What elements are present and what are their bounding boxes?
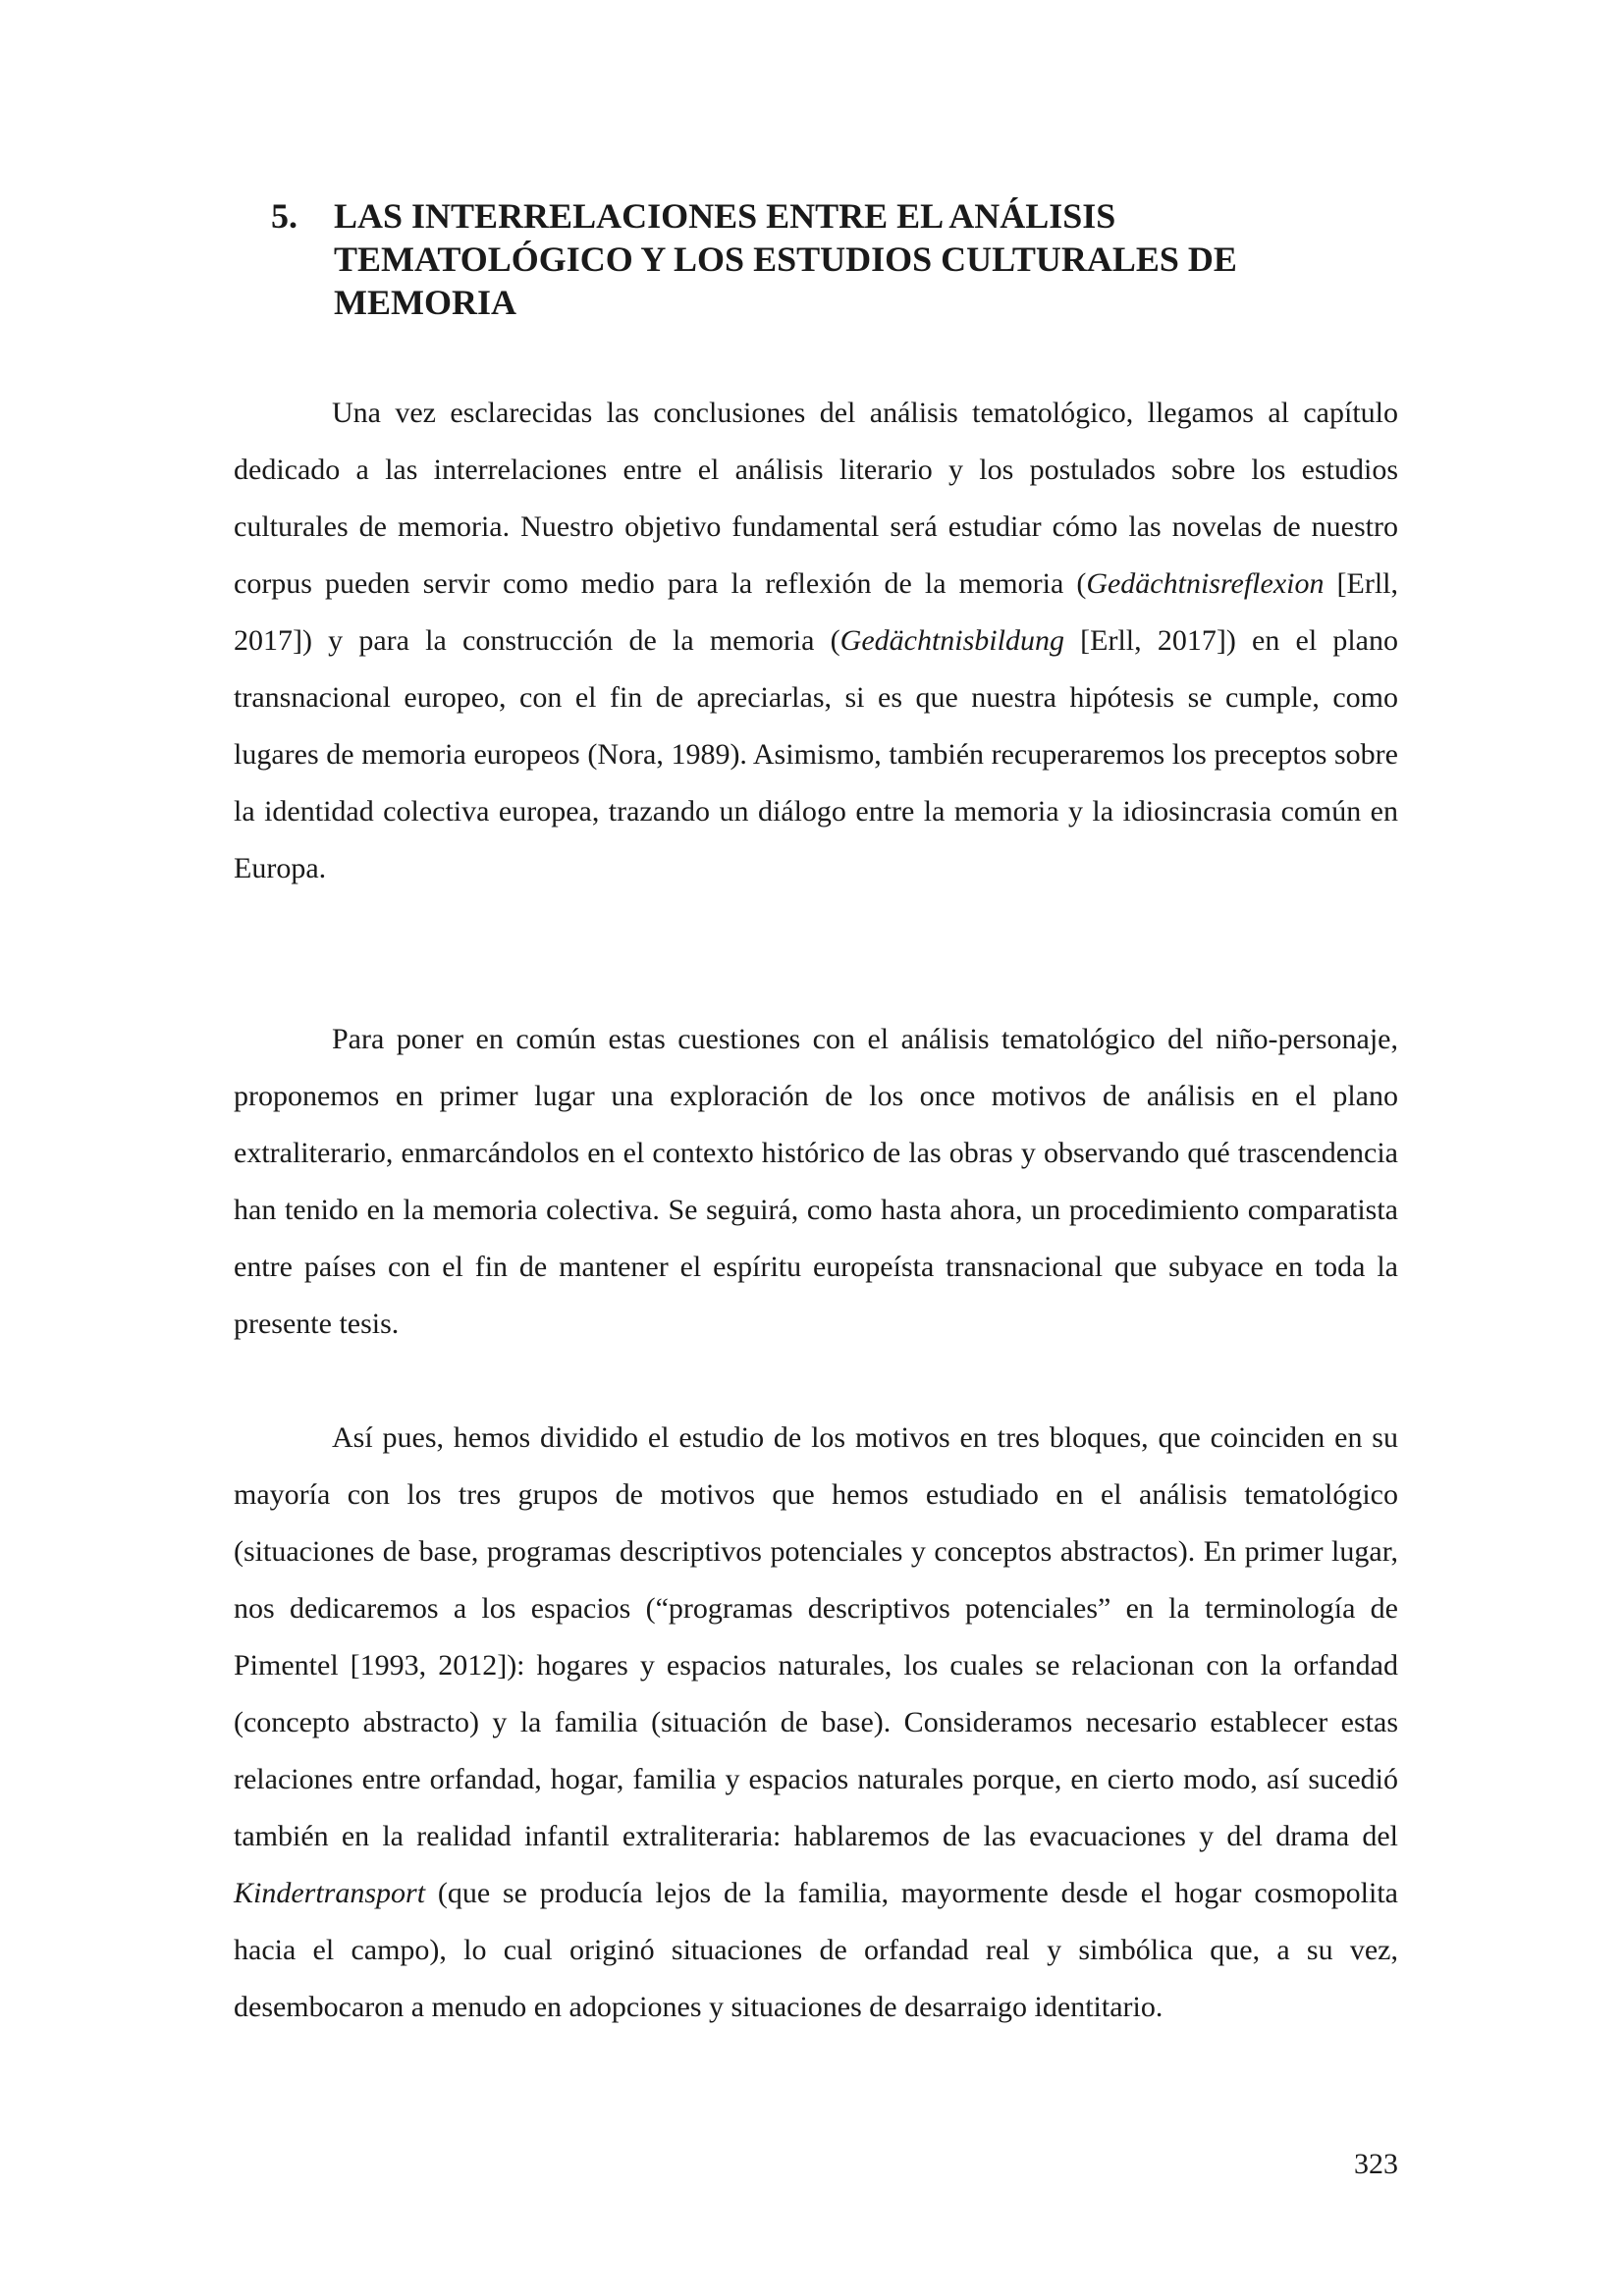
section-number: 5.	[271, 196, 298, 236]
paragraph-text: (que se producía lejos de la familia, mayormente desde el hogar cosmopolita hacia el campo), lo cual originó situaciones de orfandad real y simbólica que, a su vez, desembocaron a menudo en adopciones y situaciones de desarraigo identitario.	[234, 1877, 1398, 2023]
paragraph-2	[234, 1011, 1398, 1353]
italic-term: Gedächtnisbildung	[839, 624, 1064, 657]
paragraph-text: Una vez esclarecidas las conclusiones del análisis tematológico, llegamos al capítulo dedicado a las interrelaciones entre el análisis literario y los postulados sobre los estudios culturales de memoria. Nuestro objetivo fundamental será estudiar cómo las novelas de nuestro corpus pueden servir como medio para la reflexión de la memoria (	[234, 397, 1398, 600]
paragraph-text: Para poner en común estas cuestiones con el análisis tematológico del niño-personaje, proponemos en primer lugar una exploración de los once motivos de análisis en el plano extraliterario, enmarcándolos en el contexto histórico de las obras y observando qué trascendencia han tenido en la memoria colectiva. Se seguirá, como hasta ahora, un procedimiento comparatista entre países con el fin de mantener el espíritu europeísta transnacional que subyace en toda la presente tesis.	[234, 1023, 1398, 1340]
paragraph-text: [Erll, 2017]) en el plano transnacional europeo, con el fin de apreciarlas, si es que nuestra hipótesis se cumple, como lugares de memoria europeos (Nora, 1989). Asimismo, también recuperaremos los preceptos sobre la identidad colectiva europea, trazando un diálogo entre la memoria y la idiosincrasia común en Europa.	[234, 624, 1398, 884]
paragraph-text: Así pues, hemos dividido el estudio de los motivos en tres bloques, que coinciden en su mayoría con los tres grupos de motivos que hemos estudiado en el análisis tematológico (situaciones de base, programas descriptivos potenciales y conceptos abstractos). En primer lugar, nos dedicaremos a los espacios (“programas descriptivos potenciales” en la terminología de Pimentel [1993, 2012]): hogares y espacios naturales, los cuales se relacionan con la orfandad (concepto abstracto) y la familia (situación de base). Consideramos necesario establecer estas relaciones entre orfandad, hogar, familia y espacios naturales porque, en cierto modo, así sucedió también en la realidad infantil extraliteraria: hablaremos de las evacuaciones y del drama del	[234, 1421, 1398, 1852]
section-heading	[271, 194, 1371, 324]
paragraph-1	[234, 385, 1398, 897]
italic-term: Gedächtnisreflexion	[1086, 567, 1325, 600]
page-number: 323	[1354, 2148, 1398, 2180]
paragraph-3	[234, 1410, 1398, 2036]
italic-term: Kindertransport	[234, 1877, 426, 1909]
paragraph-text: [Erll, 2017]) y para la construcción de la memoria (	[234, 567, 1399, 657]
section-title: LAS INTERRELACIONES ENTRE EL ANÁLISIS TEMATOLÓGICO Y LOS ESTUDIOS CULTURALES DE MEMORIA	[334, 196, 1237, 322]
